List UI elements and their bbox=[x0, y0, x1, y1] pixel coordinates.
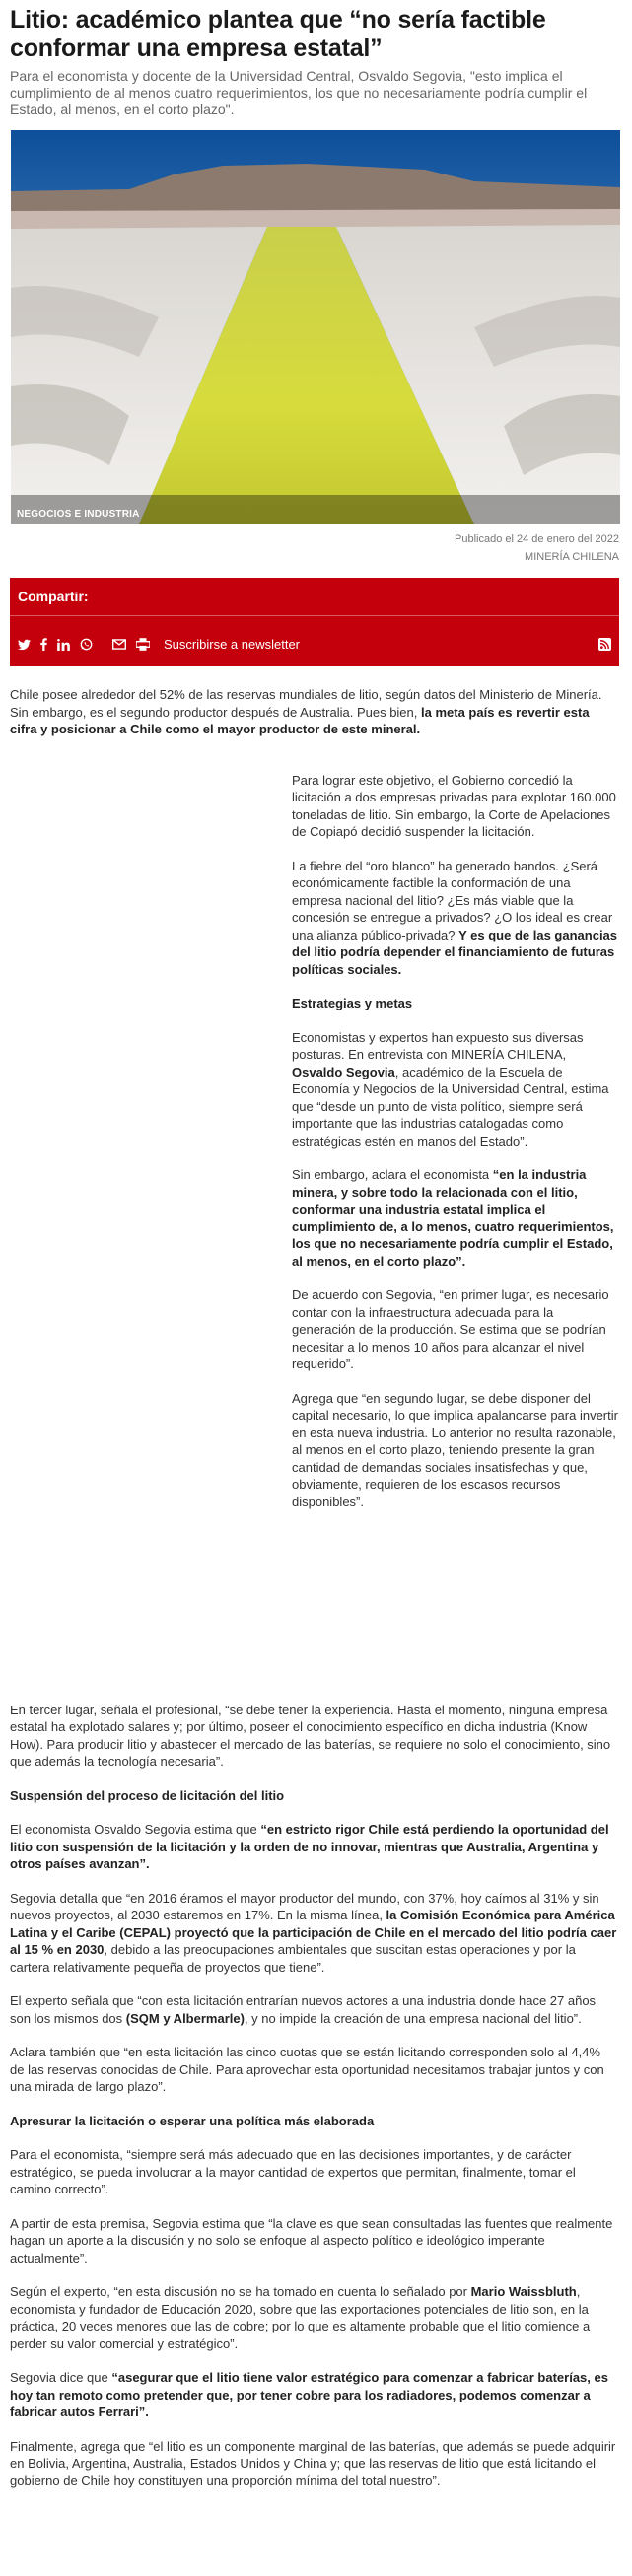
hero-image bbox=[11, 130, 620, 524]
rss-icon[interactable] bbox=[598, 638, 611, 651]
paragraph: Segovia detalla que “en 2016 éramos el mayor productor del mundo, con 37%, hoy caímos al 31% y sin nuevos proyectos, al 2030 estaremos en 17%. En la misma línea, la Comisión Económica para América Latina y el Caribe (CEPAL) proyectó que la participación de Chile en el mercado del litio podría caer al 15 % en 2030, debido a las preocupaciones ambientales que suscitan estas operaciones y por la cartera relativamente pequeña de proyectos que tiene”. bbox=[10, 1890, 617, 1975]
article bbox=[10, 6, 626, 2489]
paragraph: Aclara también que “en esta licitación las cinco cuotas que se están licitando corresponden solo al 4,4% de las reservas conocidas de Chile. Para aprovechar esta oportunidad necesitamos trabajar juntos y con una mirada de largo plazo”. bbox=[10, 2045, 604, 2094]
paragraph: Agrega que “en segundo lugar, se debe disponer del capital necesario, lo que implica apalancarse para invertir en esta nueva industria. Lo anterior no resulta razonable, al menos en el corto plazo, teniendo presente la gran cantidad de demandas sociales insatisfechas y que, obviamente, requieren de los escasos recursos disponibles”. bbox=[292, 1390, 618, 1509]
article-lede: Para el economista y docente de la Universidad Central, Osvaldo Segovia, "esto implica el cumplimiento de al menos cuatro requerimientos, los que no necesariamente podría cumplir el Estado, al menos, en el corto plazo". bbox=[10, 68, 588, 117]
article-source: MINERÍA CHILENA bbox=[525, 551, 619, 563]
print-icon[interactable] bbox=[136, 638, 150, 651]
paragraph: Para lograr este objetivo, el Gobierno concedió la licitación a dos empresas privadas para explotar 160.000 toneladas de litio. Sin embargo, la Corte de Apelaciones de Copiapó decidió suspender la licitación. bbox=[292, 772, 616, 839]
paragraph: El economista Osvaldo Segovia estima que “en estricto rigor Chile está perdiendo la oportunidad del litio con suspensión de la licitación y la orden de no innovar, mientras que Australia, Argentina y otros países avanzan”. bbox=[10, 1822, 609, 1871]
paragraph: Economistas y expertos han expuesto sus diversas posturas. En entrevista con MINERÍA CHILENA, Osvaldo Segovia, académico de la Escuela de Economía y Negocios de la Universidad Central, estima que “desde un punto de vista político, siempre será importante que las industrias catalogadas como estratégicas estén en manos del Estado”. bbox=[292, 1029, 609, 1149]
share-divider bbox=[10, 615, 619, 616]
article-title: Litio: académico plantea que “no sería factible conformar una empresa estatal” bbox=[10, 6, 546, 62]
share-title: Compartir: bbox=[18, 589, 89, 604]
paragraph: A partir de esta premisa, Segovia estima que “la clave es que sean consultadas las fuentes que realmente hagan un aporte a la discusión y no solo se enfoque al aspecto político e ideológico imperante actualmente”. bbox=[10, 2215, 613, 2265]
image-category-tag[interactable]: NEGOCIOS E INDUSTRIA bbox=[17, 509, 140, 520]
float-spacer bbox=[10, 755, 292, 1702]
salt-flat-photo bbox=[11, 130, 620, 524]
whatsapp-icon[interactable] bbox=[80, 638, 93, 651]
paragraph: La fiebre del “oro blanco” ha generado bandos. ¿Será económicamente factible la conformación de una empresa nacional del litio? ¿Es más viable que la concesión se entregue a privados? ¿O los ideal es crear una alianza público-privada? Y es que de las ganancias del litio podría depender el financiamiento de futuras políticas sociales. bbox=[292, 858, 618, 977]
facebook-icon[interactable] bbox=[40, 638, 47, 651]
publication-info bbox=[10, 530, 619, 566]
section-heading: Suspensión del proceso de licitación del litio bbox=[10, 1787, 285, 1803]
twitter-icon[interactable] bbox=[18, 639, 31, 651]
share-bar bbox=[10, 578, 619, 666]
paragraph: Segovia dice que “asegurar que el litio tiene valor estratégico para comenzar a fabricar baterías, es hoy tan remoto como pretender que, por tener cobre para los radiadores, podemos comenzar a fabricar autos Ferrari”. bbox=[10, 2370, 608, 2419]
newsletter-link[interactable]: Suscribirse a newsletter bbox=[164, 637, 300, 652]
email-icon[interactable] bbox=[112, 639, 126, 650]
section-heading: Apresurar la licitación o esperar una política más elaborada bbox=[10, 2113, 375, 2128]
paragraph: El experto señala que “con esta licitación entrarían nuevos actores a una industria donde hace 27 años son los mismos dos (SQM y Albermarle), y no impide la creación de una empresa nacional del litio”. bbox=[10, 1993, 597, 2026]
paragraph: Para el economista, “siempre será más adecuado que en las decisiones importantes, y de carácter estratégico, se pueda involucrar a la mayor cantidad de expertos que permitan, finalmente, tomar el camino correcto”. bbox=[10, 2147, 576, 2196]
paragraph: Chile posee alrededor del 52% de las reservas mundiales de litio, según datos del Ministerio de Minería. Sin embargo, es el segundo productor después de Australia. Pues bien, la meta país es revertir esta cifra y posicionar a Chile como el mayor productor de este mineral. bbox=[10, 687, 602, 736]
linkedin-icon[interactable] bbox=[57, 639, 70, 651]
section-heading: Estrategias y metas bbox=[292, 996, 413, 1010]
publish-date: Publicado el 24 de enero del 2022 bbox=[455, 533, 619, 545]
article-body bbox=[10, 686, 618, 2489]
paragraph: Según el experto, “en esta discusión no se ha tomado en cuenta lo señalado por Mario Waissbluth, economista y fundador de Educación 2020, sobre que las exportaciones potenciales de litio son, en la práctica, 20 veces menores que las de cobre; por lo que es altamente probable que el litio comience a perder su valor comercial y estratégico”. bbox=[10, 2284, 591, 2351]
share-icons bbox=[18, 637, 310, 652]
paragraph: De acuerdo con Segovia, “en primer lugar, es necesario contar con la infraestructura adecuada para la generación de la producción. Se estima que se podrían necesitar a lo menos 10 años para alcanzar el nivel requerido”. bbox=[292, 1288, 609, 1371]
paragraph: Sin embargo, aclara el economista “en la industria minera, y sobre todo la relacionada con el litio, conformar una industria estatal implica el cumplimiento de, a lo menos, cuatro requerimientos, los que no necesariamente podría cumplir el Estado, al menos, en el corto plazo”. bbox=[292, 1167, 614, 1269]
paragraph: En tercer lugar, señala el profesional, “se debe tener la experiencia. Hasta el momento, ninguna empresa estatal ha explotado salares y; por último, poseer el conocimiento específico en dicha industria (Know How). Para producir litio y abastecer el mercado de las baterías, se requiere no solo el conocimiento, sino que además la tecnología necesaria”. bbox=[10, 1702, 611, 1769]
paragraph: Finalmente, agrega que “el litio es un componente marginal de las baterías, que además se puede adquirir en Bolivia, Argentina, Australia, Estados Unidos y China y; que las reservas de litio que está licitando el gobierno de Chile hoy constituyen una proporción mínima del total nuestro”. bbox=[10, 2438, 616, 2488]
